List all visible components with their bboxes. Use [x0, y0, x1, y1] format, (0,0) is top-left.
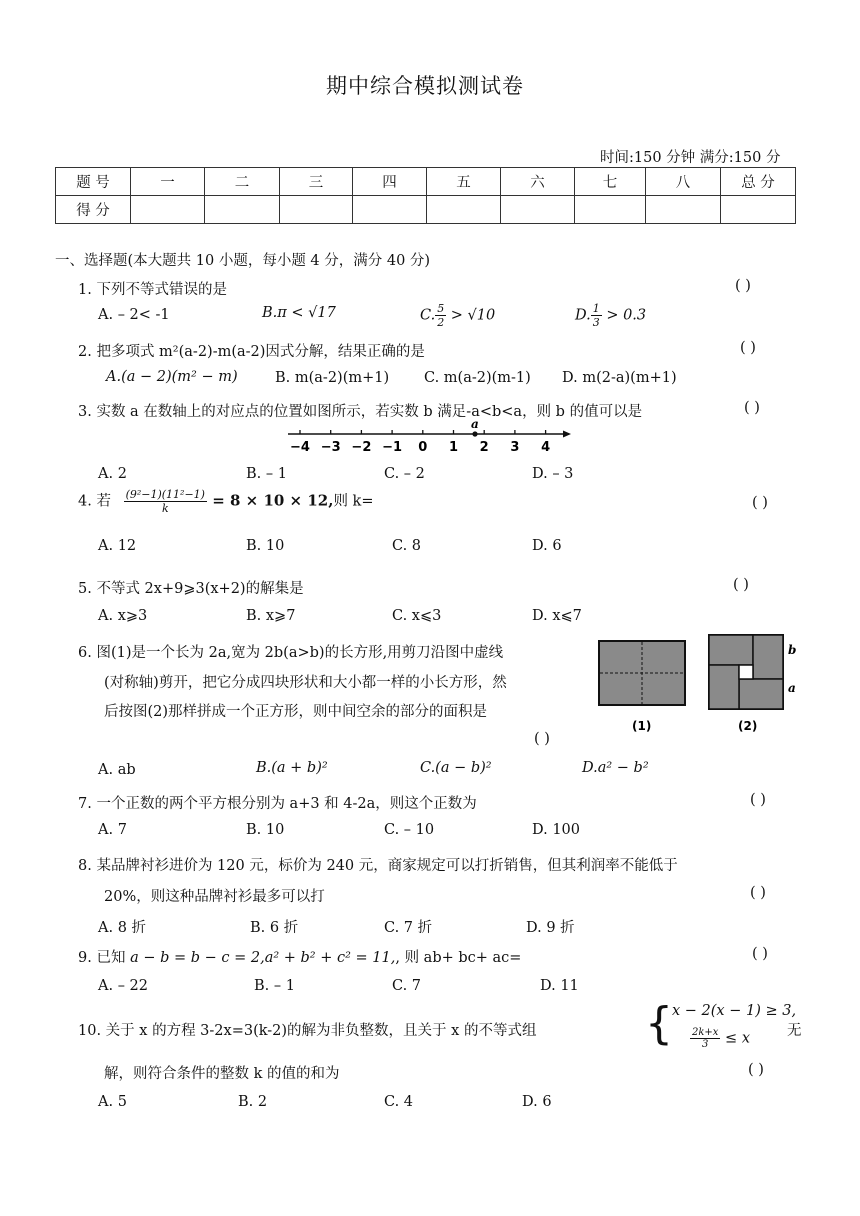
option-c: C. 7 折: [384, 920, 433, 936]
option-d-suffix: > 0.3: [601, 307, 647, 324]
time-info: 时间:150 分钟 满分:150 分: [600, 150, 781, 166]
option-b: B.(a + b)²: [256, 760, 328, 776]
q9-suffix: , 则 ab+ bc+ ac=: [395, 950, 522, 966]
tick-label: 1: [448, 440, 459, 455]
score-input-cell[interactable]: [205, 196, 280, 224]
answer-blank: ( ): [748, 1062, 764, 1078]
option-a: A. 12: [98, 538, 137, 554]
figure-2-caption: (2): [738, 719, 758, 733]
small-rectangle: [709, 635, 753, 665]
option-a: A. 7: [98, 822, 127, 838]
question-7-stem: 7. 一个正数的两个平方根分别为 a+3 和 4-2a，则这个正数为: [78, 796, 477, 812]
table-cell: 二: [205, 168, 280, 196]
answer-blank: ( ): [752, 495, 768, 511]
answer-blank: ( ): [750, 792, 766, 808]
option-c: C. – 10: [384, 822, 435, 838]
option-c: C. 7: [392, 978, 422, 994]
option-a: A. ab: [98, 762, 136, 778]
score-input-cell[interactable]: [721, 196, 796, 224]
question-10-line1: 10. 关于 x 的方程 3-2x=3(k-2)的解为非负整数，且关于 x 的不等式组: [78, 1023, 537, 1039]
fraction-numerator: 1: [592, 302, 600, 315]
table-cell: 六: [501, 168, 575, 196]
left-brace-icon: {: [645, 998, 673, 1049]
score-table-header-row: [56, 168, 796, 196]
answer-blank: ( ): [534, 731, 550, 747]
question-10-tail: 无: [787, 1023, 802, 1039]
option-c: C. x⩽3: [392, 608, 442, 624]
question-1-stem: 1. 下列不等式错误的是: [78, 282, 227, 298]
score-input-cell[interactable]: [353, 196, 427, 224]
question-9-stem: [78, 946, 521, 967]
tick-label: −3: [320, 440, 341, 455]
tick-label: 2: [479, 440, 489, 455]
label-b: b: [788, 643, 797, 657]
question-6-line2: (对称轴)剪开，把它分成四块形状和大小都一样的小长方形，然: [104, 675, 507, 691]
option-b: B. 10: [246, 538, 285, 554]
figure-1: [596, 638, 688, 738]
figure-2: [706, 632, 806, 738]
option-a: A. – 22: [98, 978, 148, 994]
q9-prefix: 9. 已知: [78, 950, 131, 966]
answer-blank: ( ): [735, 278, 751, 294]
answer-blank: ( ): [740, 340, 756, 356]
answer-blank: ( ): [752, 946, 768, 962]
option-c: C. m(a-2)(m-1): [424, 370, 531, 386]
option-a: A. 2: [98, 466, 127, 482]
q4-tail: 则 k=: [333, 493, 374, 510]
question-2-stem: 2. 把多项式 m²(a-2)-m(a-2)因式分解，结果正确的是: [78, 344, 425, 360]
system-line-2-tail: ≤ x: [720, 1030, 750, 1047]
tick-label: 4: [541, 440, 551, 455]
small-rectangle: [709, 665, 739, 709]
score-input-cell[interactable]: [280, 196, 353, 224]
table-cell: 三: [280, 168, 353, 196]
table-cell: 七: [575, 168, 646, 196]
option-d: D. 11: [540, 978, 579, 994]
option-d: D.a² − b²: [582, 760, 649, 776]
question-8-line1: 8. 某品牌衬衫进价为 120 元，标价为 240 元，商家规定可以打折销售，但其利润率不能低于: [78, 858, 678, 874]
option-c: C.(a − b)²: [420, 760, 492, 776]
option-b: B. x⩾7: [246, 608, 296, 624]
table-cell: 总 分: [721, 168, 796, 196]
option-d: D. m(2-a)(m+1): [562, 370, 677, 386]
option-b: B.π < √17: [262, 305, 336, 321]
question-3-stem: 3. 实数 a 在数轴上的对应点的位置如图所示，若实数 b 满足-a<b<a，则 b 的值可以是: [78, 404, 643, 420]
option-c: C. 8: [392, 538, 422, 554]
option-d: D. 6: [532, 538, 562, 554]
small-rectangle: [739, 679, 783, 709]
option-d: [575, 302, 646, 329]
question-10-line2: 解，则符合条件的整数 k 的值的和为: [104, 1066, 340, 1082]
option-a: A. 8 折: [98, 920, 147, 936]
answer-blank: ( ): [750, 885, 766, 901]
fraction-denominator: 3: [702, 1039, 709, 1050]
page-title: 期中综合模拟测试卷: [326, 74, 524, 98]
fraction-denominator: 3: [592, 316, 600, 329]
option-d-prefix: D.: [575, 307, 591, 324]
small-rectangle: [753, 635, 783, 679]
figure-1-caption: (1): [632, 719, 652, 733]
table-cell: 四: [353, 168, 427, 196]
question-4-stem: [78, 488, 373, 515]
tick-label: 3: [510, 440, 520, 455]
tick-label: −2: [351, 440, 372, 455]
fraction-numerator: 2k+x: [692, 1027, 719, 1038]
option-c: C. – 2: [384, 466, 425, 482]
q9-equation: a − b = b − c = 2,a² + b² + c² = 11,: [130, 950, 396, 966]
q4-prefix: 4. 若: [78, 493, 111, 510]
option-b: B. 10: [246, 822, 285, 838]
option-d: D. 9 折: [526, 920, 575, 936]
option-d: D. 100: [532, 822, 581, 838]
score-input-cell[interactable]: [501, 196, 575, 224]
option-d: D. – 3: [532, 466, 574, 482]
option-b: B. – 1: [254, 978, 295, 994]
option-c-suffix: > √10: [446, 307, 496, 324]
section-heading: 一、选择题(本大题共 10 小题，每小题 4 分，满分 40 分): [55, 253, 431, 269]
table-cell: 得 分: [56, 196, 131, 224]
question-6-line1: 6. 图(1)是一个长为 2a,宽为 2b(a>b)的长方形,用剪刀沿图中虚线: [78, 645, 504, 661]
fraction-numerator: 5: [437, 302, 445, 315]
option-a: A.(a − 2)(m² − m): [106, 369, 238, 385]
question-8-line2: 20%，则这种品牌衬衫最多可以打: [104, 889, 325, 905]
question-6-line3: 后按图(2)那样拼成一个正方形，则中间空余的部分的面积是: [104, 704, 488, 720]
option-a: A. x⩾3: [98, 608, 148, 624]
table-cell: 八: [646, 168, 721, 196]
tick-label: −4: [290, 440, 310, 455]
answer-blank: ( ): [733, 577, 749, 593]
point-a-marker: [472, 431, 477, 436]
option-b: B. – 1: [246, 466, 287, 482]
option-d: D. 6: [522, 1094, 552, 1110]
table-cell: 一: [131, 168, 205, 196]
system-line-2: [690, 1027, 750, 1050]
center-gap-square: [739, 665, 753, 679]
fraction-denominator: 2: [437, 316, 445, 329]
score-table-score-row: [56, 196, 796, 224]
option-b: B. 2: [238, 1094, 268, 1110]
table-cell: 题 号: [56, 168, 131, 196]
system-line-1: x − 2(x − 1) ≥ 3,: [672, 1003, 797, 1019]
option-a: A. – 2< -1: [98, 307, 170, 323]
option-d: D. x⩽7: [532, 608, 582, 624]
score-input-cell[interactable]: [575, 196, 646, 224]
point-a-label: a: [471, 418, 479, 431]
number-line-figure: [285, 418, 580, 460]
score-input-cell[interactable]: [646, 196, 721, 224]
question-5-stem: 5. 不等式 2x+9⩾3(x+2)的解集是: [78, 581, 304, 597]
arrow-icon: [563, 431, 571, 438]
fraction-numerator: (9²−1)(11²−1): [125, 488, 205, 501]
option-c-prefix: C.: [420, 307, 436, 324]
score-input-cell[interactable]: [427, 196, 501, 224]
option-c: [420, 302, 495, 329]
label-a: a: [788, 681, 796, 695]
tick-label: −1: [382, 440, 403, 455]
option-a: A. 5: [98, 1094, 127, 1110]
tick-label: 0: [418, 440, 428, 455]
score-input-cell[interactable]: [131, 196, 205, 224]
option-b: B. m(a-2)(m+1): [275, 370, 390, 386]
answer-blank: ( ): [744, 400, 760, 416]
fraction-denominator: k: [161, 502, 169, 515]
score-table: [55, 167, 796, 224]
option-b: B. 6 折: [250, 920, 299, 936]
table-cell: 五: [427, 168, 501, 196]
option-c: C. 4: [384, 1094, 414, 1110]
q4-equation: = 8 × 10 × 12,: [206, 491, 334, 510]
